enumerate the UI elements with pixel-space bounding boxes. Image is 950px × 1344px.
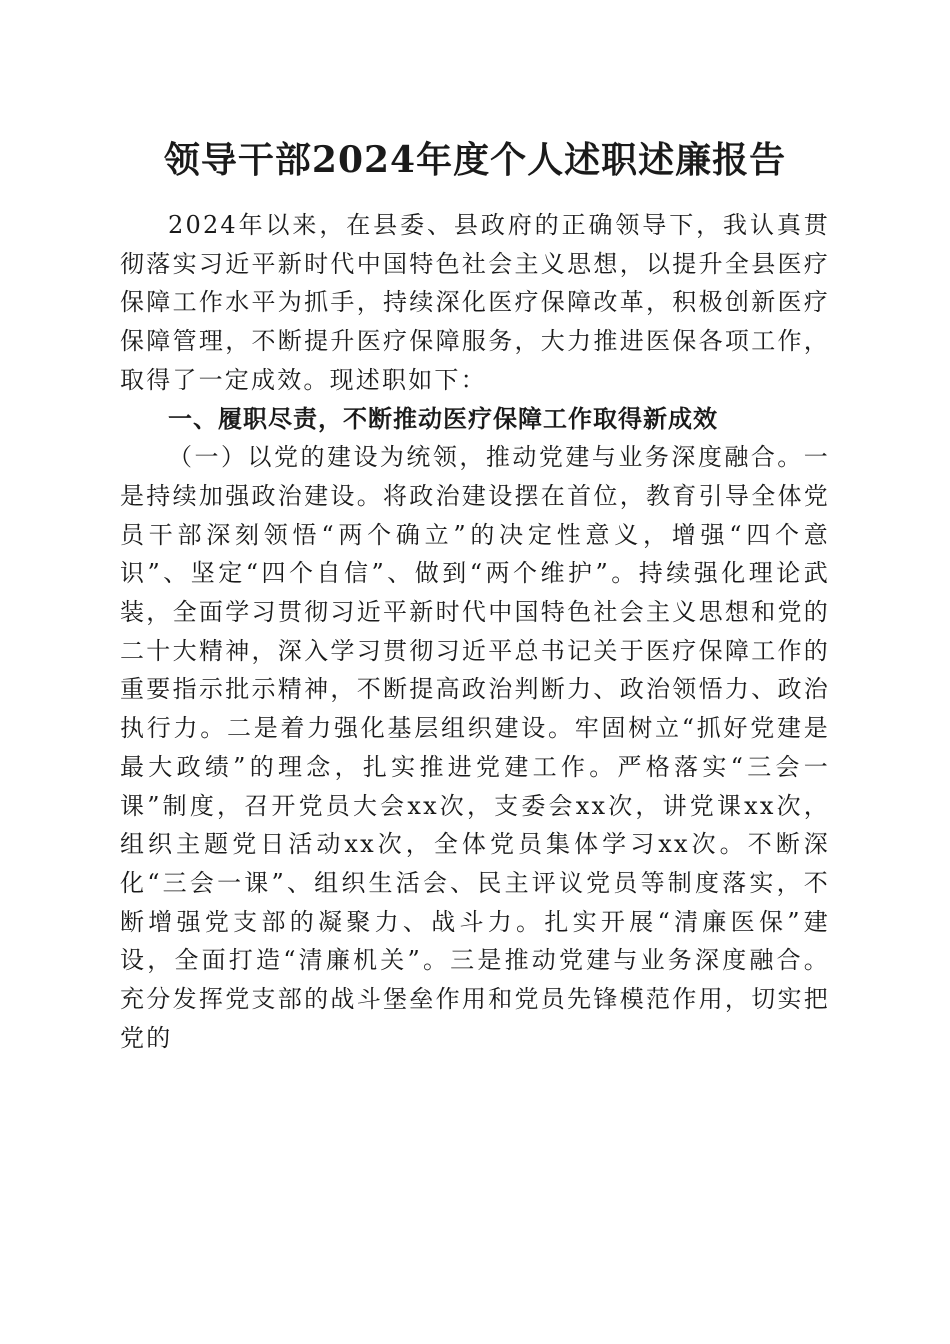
document-body	[120, 206, 830, 1057]
document-title: 领导干部2024年度个人述职述廉报告	[163, 139, 787, 181]
body-paragraph: （一）以党的建设为统领，推动党建与业务深度融合。一是持续加强政治建设。将政治建设摆在首位，教育引导全体党员干部深刻领悟“两个确立”的决定性意义，增强“四个意识”、坚定“四个自信”、做到“两个维护”。持续强化理论武装，全面学习贯彻习近平新时代中国特色社会主义思想和党的二十大精神，深入学习贯彻习近平总书记关于医疗保障工作的重要指示批示精神，不断提高政治判断力、政治领悟力、政治执行力。二是着力强化基层组织建设。牢固树立“抓好党建是最大政绩”的理念，扎实推进党建工作。严格落实“三会一课”制度，召开党员大会xx次，支委会xx次，讲党课xx次，组织主题党日活动xx次，全体党员集体学习xx次。不断深化“三会一课”、组织生活会、民主评议党员等制度落实，不断增强党支部的凝聚力、战斗力。扎实开展“清廉医保”建设，全面打造“清廉机关”。三是推动党建与业务深度融合。充分发挥党支部的战斗堡垒作用和党员先锋模范作用，切实把党的	[120, 443, 830, 1052]
intro-paragraph: 2024年以来，在县委、县政府的正确领导下，我认真贯彻落实习近平新时代中国特色社会主义思想，以提升全县医疗保障工作水平为抓手，持续深化医疗保障改革，积极创新医疗保障管理，不断提升医疗保障服务，大力推进医保各项工作，取得了一定成效。现述职如下：	[120, 211, 830, 394]
section-heading: 一、履职尽责，不断推动医疗保障工作取得新成效	[168, 404, 718, 433]
